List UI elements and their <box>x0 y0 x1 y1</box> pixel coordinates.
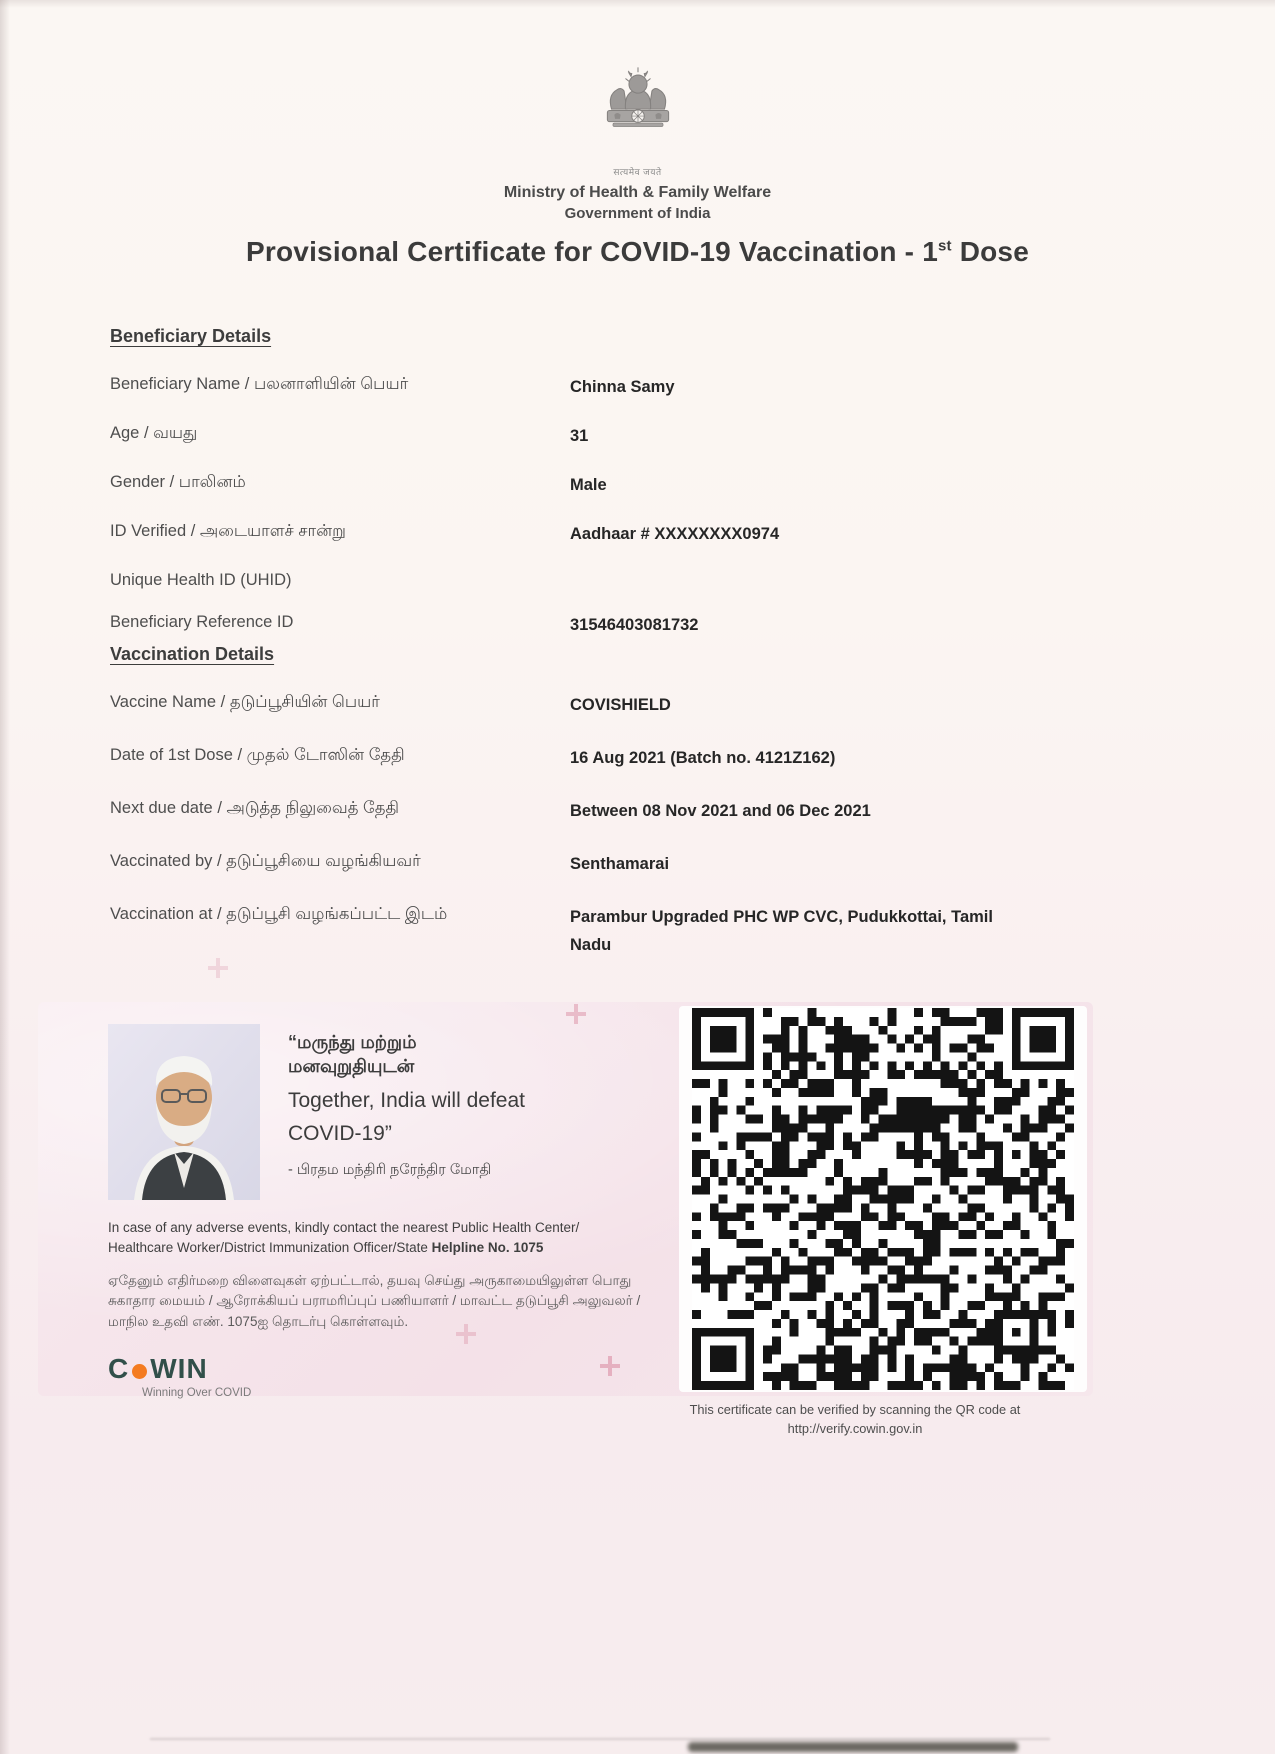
vaccination-at-row <box>110 903 1130 961</box>
quote-text <box>288 1024 525 1200</box>
field-label: Gender / பாலினம் <box>110 472 246 491</box>
ministry-name: Ministry of Health & Family Welfare <box>503 184 772 201</box>
first-dose-date-row <box>110 744 1130 773</box>
quote-english-line2: COVID-19” <box>288 1122 392 1146</box>
field-label: Vaccine Name / தடுப்பூசியின் பெயர் <box>110 693 380 711</box>
field-label: Unique Health ID (UHID) <box>110 570 292 589</box>
id-verified-row <box>110 520 1130 549</box>
qr-code <box>692 1008 1074 1390</box>
field-value: Aadhaar # XXXXXXXX0974 <box>570 524 780 543</box>
field-label: Vaccination at / தடுப்பூசி வழங்கப்பட்ட இடம் <box>110 904 448 923</box>
field-value: Senthamarai <box>570 854 670 873</box>
field-label: Beneficiary Reference ID <box>110 612 294 631</box>
scan-edge-shadow <box>0 0 1275 8</box>
title-tail: Dose <box>951 236 1029 267</box>
quote-tamil-line2: மனவுறுதியுடன் <box>288 1056 415 1077</box>
advisory-tamil <box>108 1271 669 1334</box>
scan-artifact-cross <box>600 1356 620 1376</box>
scan-artifact-cross <box>456 1324 476 1344</box>
quote-english-line1: Together, India will defeat <box>288 1088 525 1112</box>
field-label: Age / வயது <box>110 423 198 442</box>
vaccination-details-heading: Vaccination Details <box>110 644 275 664</box>
field-label: Beneficiary Name / பலனாளியின் பெயர் <box>110 375 409 393</box>
next-due-date-row <box>110 797 1130 826</box>
vaccine-name-row <box>110 691 1130 720</box>
qr-panel <box>679 1006 1087 1392</box>
quote-attribution: - பிரதம மந்திரி நரேந்திர மோதி <box>288 1162 492 1179</box>
advisory-english <box>108 1218 669 1259</box>
government-name: Government of India <box>564 205 711 222</box>
scan-artifact-line <box>150 1738 1050 1740</box>
footer-banner <box>38 1002 1093 1400</box>
advisory-english-line1: In case of any adverse events, kindly contact the nearest Public Health Center/ <box>108 1220 580 1235</box>
beneficiary-details-section <box>110 326 1130 660</box>
vaccination-details-section <box>110 644 1130 984</box>
advisory-english-line2: Healthcare Worker/District Immunization Officer/State <box>108 1240 432 1256</box>
verification-note <box>655 1400 1055 1438</box>
field-label: Next due date / அடுத்த நிலுவைத் தேதி <box>110 798 400 817</box>
helpline-number: Helpline No. 1075 <box>431 1240 544 1256</box>
gender-row <box>110 471 1130 500</box>
field-value: Parambur Upgraded PHC WP CVC, Pudukkottai, Tamil Nadu <box>570 907 993 955</box>
beneficiary-name-row <box>110 373 1130 402</box>
field-value: 31546403081732 <box>570 615 699 634</box>
field-value: 16 Aug 2021 (Batch no. 4121Z162) <box>570 748 836 767</box>
quote-tamil-line1: “மருந்து மற்றும் <box>288 1032 417 1052</box>
cowin-tagline: Winning Over COVID <box>142 1387 252 1400</box>
title-superscript: st <box>937 237 952 255</box>
banner-left-column <box>38 1002 679 1400</box>
field-label: Date of 1st Dose / முதல் டோஸின் தேதி <box>110 745 405 764</box>
verification-url: http://verify.cowin.gov.in <box>787 1421 923 1437</box>
cowin-logo-c: C <box>108 1353 130 1385</box>
advisory-tamil-line3: மாநில உதவி எண். 1075ஐ தொடர்பு கொள்ளவும். <box>108 1314 409 1330</box>
scan-artifact-cross <box>566 1004 586 1024</box>
beneficiary-reference-id-row <box>110 611 1130 640</box>
field-value: Between 08 Nov 2021 and 06 Dec 2021 <box>570 801 871 820</box>
emblem-motto: सत्यमेव जयते <box>613 167 662 177</box>
field-label: ID Verified / அடையாளச் சான்று <box>110 521 346 540</box>
field-value: Male <box>570 475 607 494</box>
cowin-logo-dot-icon <box>132 1364 147 1379</box>
header <box>0 66 1275 222</box>
pm-portrait-image <box>108 1024 260 1200</box>
cowin-logo-win: WIN <box>150 1353 208 1385</box>
vaccinated-by-row <box>110 850 1130 879</box>
certificate-title <box>0 236 1275 268</box>
beneficiary-details-heading: Beneficiary Details <box>110 326 272 346</box>
national-emblem-icon <box>596 66 680 162</box>
title-text: Provisional Certificate for COVID-19 Vaccination - 1 <box>246 236 938 267</box>
uhid-row <box>110 569 1130 591</box>
scan-artifact-smudge <box>688 1742 1018 1752</box>
field-value: 31 <box>570 426 589 445</box>
quote-block <box>108 1024 669 1200</box>
age-row <box>110 422 1130 451</box>
scan-artifact-cross <box>208 958 228 978</box>
field-label: Vaccinated by / தடுப்பூசியை வழங்கியவர் <box>110 851 421 870</box>
advisory-tamil-line1: ஏதேனும் எதிர்மறை விளைவுகள் ஏற்பட்டால், தயவு செய்து அருகாமையிலுள்ள பொது <box>108 1272 632 1288</box>
advisory-tamil-line2: சுகாதார மையம் / ஆரோக்கியப் பராமரிப்புப் பணியாளர் / மாவட்ட தடுப்பூசி அலுவலர் / <box>108 1293 641 1309</box>
field-value: Chinna Samy <box>570 378 675 396</box>
verification-text: This certificate can be verified by scanning the QR code at <box>689 1402 1021 1417</box>
field-value: COVISHIELD <box>570 696 671 714</box>
cowin-logo <box>108 1353 669 1399</box>
